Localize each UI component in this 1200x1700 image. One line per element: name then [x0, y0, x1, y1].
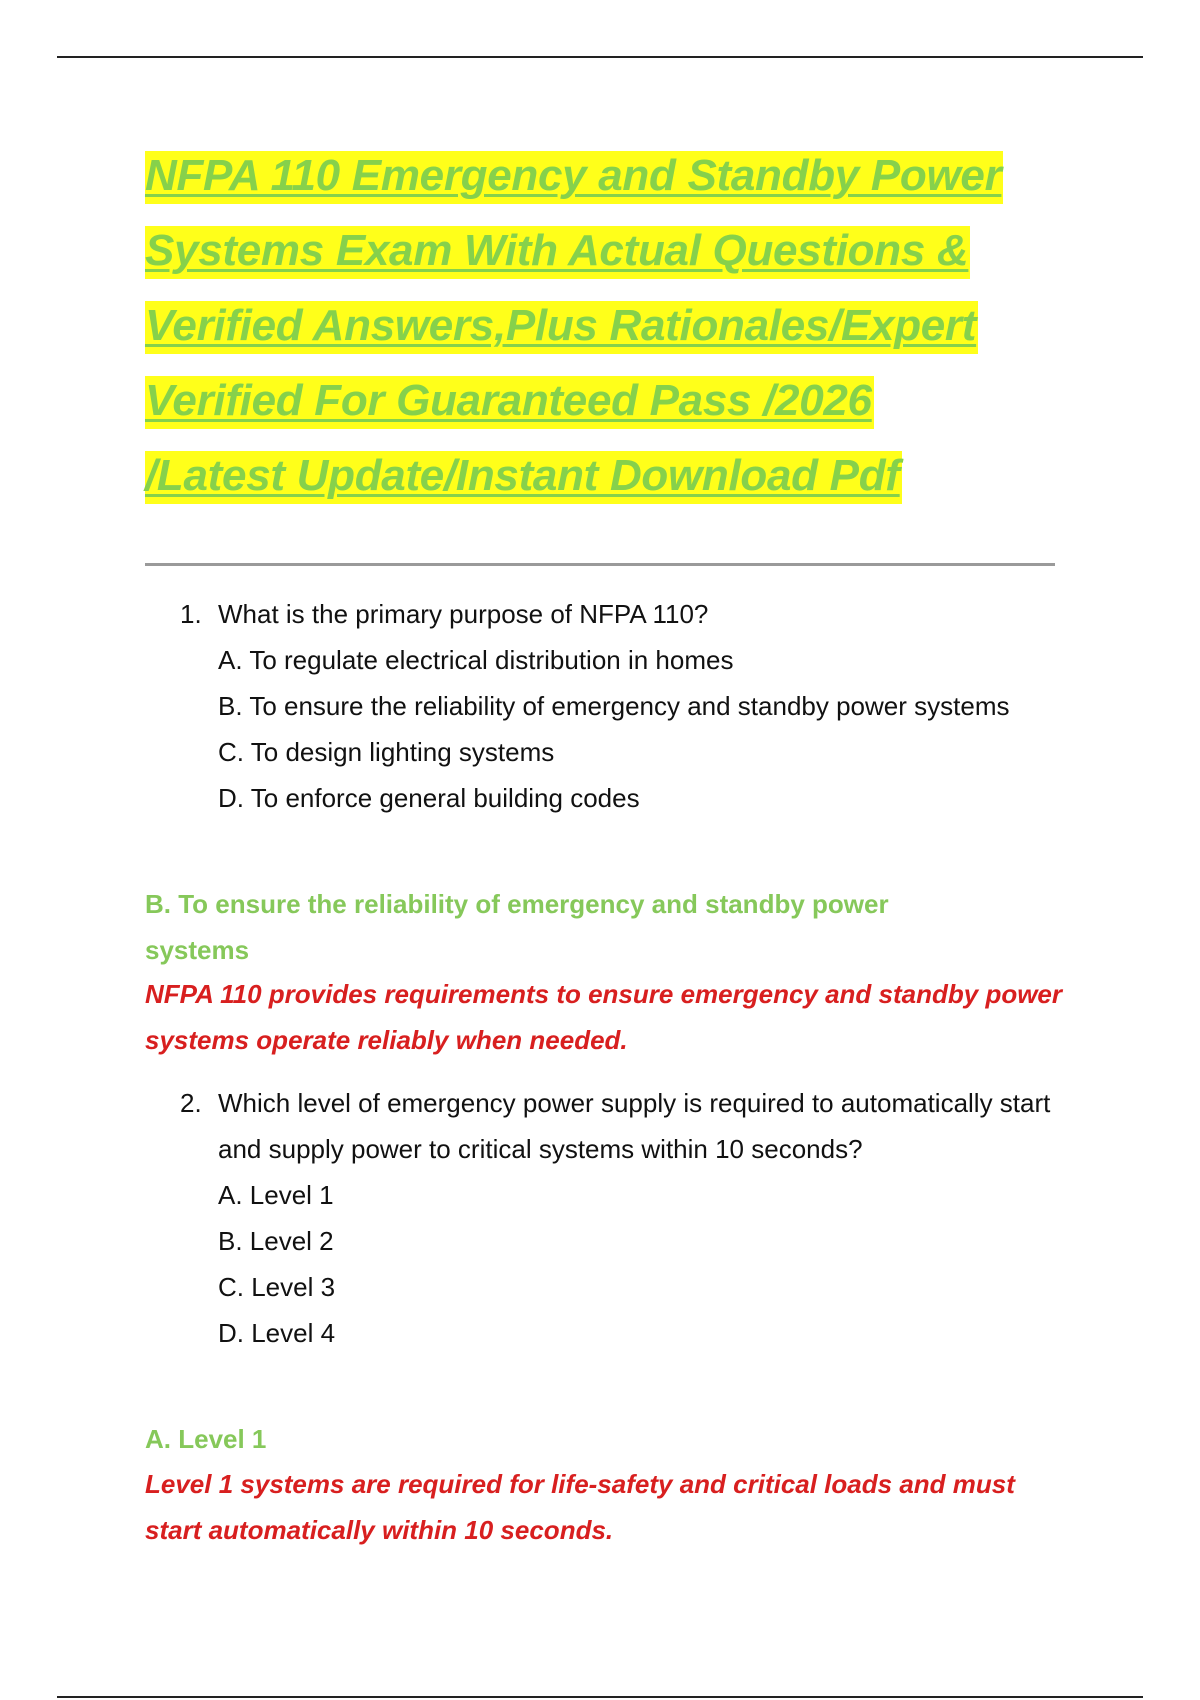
page-top-rule — [57, 56, 1143, 58]
question-stem: Which level of emergency power supply is required to automatically start and supply power to critical systems within 10 seconds? — [218, 1088, 1051, 1164]
title-line: NFPA 110 Emergency and Standby Power — [145, 138, 1075, 213]
title-line: Systems Exam With Actual Questions & — [145, 213, 1075, 288]
title-line: /Latest Update/Instant Download Pdf — [145, 438, 1075, 513]
title-line: Verified For Guaranteed Pass /2026 — [145, 363, 1075, 438]
page-bottom-rule — [57, 1696, 1143, 1698]
title-line: Verified Answers,Plus Rationales/Expert — [145, 288, 1075, 363]
question-2 — [180, 1080, 1060, 1356]
document-title — [145, 138, 1075, 513]
option-d: D. Level 4 — [218, 1318, 336, 1348]
option-c: C. To design lighting systems — [218, 737, 555, 767]
option-b: B. To ensure the reliability of emergency and standby power systems — [218, 691, 1010, 721]
option-c: C. Level 3 — [218, 1272, 336, 1302]
option-d: D. To enforce general building codes — [218, 783, 640, 813]
answer-2: A. Level 1 — [145, 1424, 267, 1454]
title-divider — [145, 563, 1055, 566]
rationale-2: Level 1 systems are required for life-safety and critical loads and must start automatically within 10 seconds. — [145, 1469, 1015, 1545]
option-a: A. Level 1 — [218, 1180, 334, 1210]
question-number: 1. — [180, 599, 202, 629]
option-b: B. Level 2 — [218, 1226, 334, 1256]
question-1 — [180, 591, 1060, 821]
answer-1: B. To ensure the reliability of emergency and standby power systems — [145, 889, 889, 965]
rationale-1: NFPA 110 provides requirements to ensure emergency and standby power systems operate reliably when needed. — [145, 979, 1063, 1055]
question-number: 2. — [180, 1088, 202, 1118]
question-stem: What is the primary purpose of NFPA 110? — [218, 599, 709, 629]
option-a: A. To regulate electrical distribution in homes — [218, 645, 734, 675]
